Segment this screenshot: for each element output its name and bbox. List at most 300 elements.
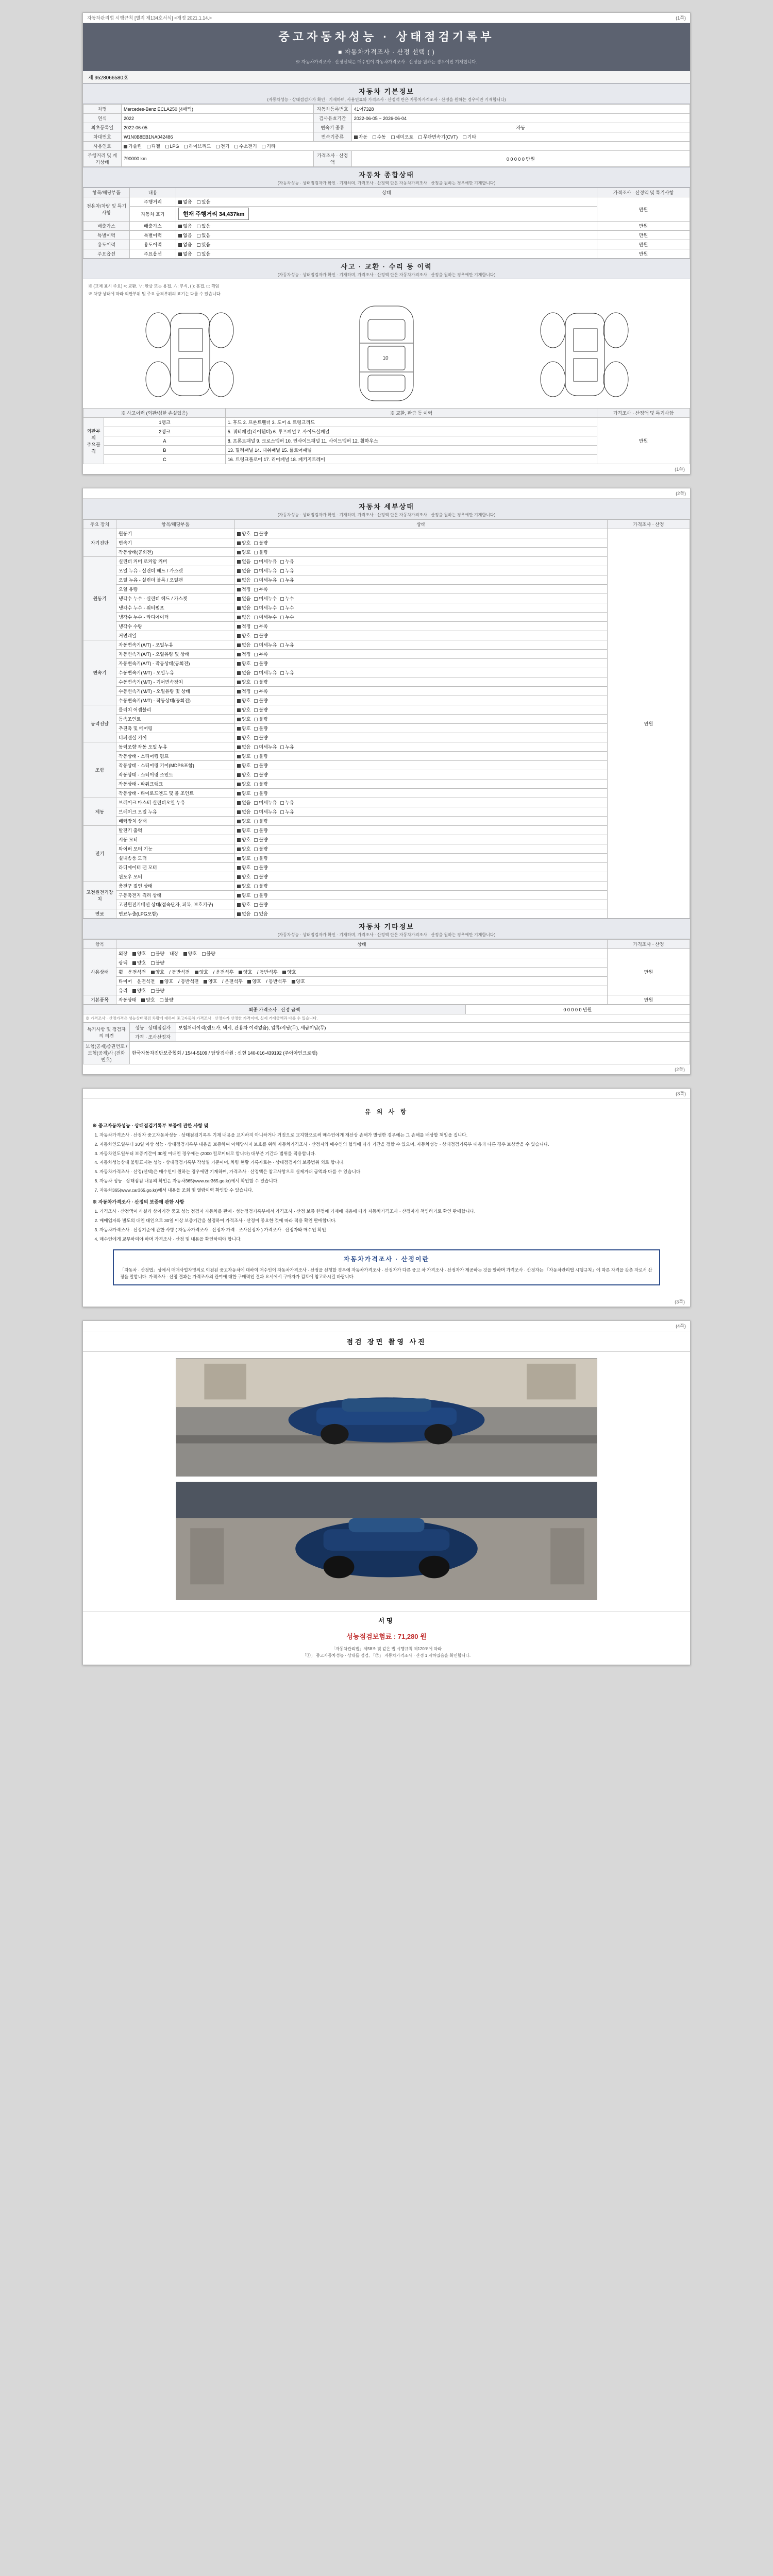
option-부족[interactable]: 부족 bbox=[254, 651, 267, 657]
table-row bbox=[83, 986, 690, 995]
detail-item-state bbox=[235, 548, 608, 557]
row-state bbox=[116, 995, 608, 1005]
option-없음[interactable]: 없음 bbox=[237, 577, 250, 583]
sheet-footer-2: (2쪽) bbox=[675, 1067, 685, 1072]
option-없음[interactable]: 없음 bbox=[237, 558, 250, 565]
detail-item-label: 디퍼렌셜 기어 bbox=[116, 733, 235, 742]
list-item: 5. 자동차가격조사 · 산정(선택)은 매수인이 원하는 경우에만 기재하며, 가격조사 · 산정액은 참고사항으로 실제거래 금액과 다를 수 있습니다. bbox=[99, 1168, 681, 1175]
detail-item-state bbox=[235, 687, 608, 696]
fuel-lpg[interactable]: LPG bbox=[165, 144, 179, 149]
option-미세누유[interactable]: 미세누유 bbox=[254, 567, 277, 574]
price-cell: 만원 bbox=[597, 197, 690, 222]
row-state bbox=[176, 222, 597, 231]
detail-item-label: 냉각수 누수 - 라디에이터 bbox=[116, 613, 235, 622]
option-양호[interactable]: 양호 bbox=[237, 873, 250, 880]
fuel-gasoline[interactable]: 가솔린 bbox=[124, 143, 142, 149]
detail-group-label: 전기 bbox=[83, 826, 116, 882]
option-양호[interactable]: 양호 bbox=[237, 660, 250, 667]
table-row bbox=[83, 1042, 690, 1064]
fuel-hydrogen[interactable]: 수소전기 bbox=[234, 143, 257, 149]
polish-label: 광택 bbox=[119, 960, 128, 965]
detail-item-state bbox=[235, 650, 608, 659]
table-row bbox=[83, 752, 690, 761]
opt-none[interactable]: 없음 bbox=[178, 241, 192, 248]
detail-group-label: 원동기 bbox=[83, 557, 116, 640]
polish-bad[interactable]: 불량 bbox=[151, 959, 164, 966]
table-row bbox=[83, 151, 690, 167]
option-양호[interactable]: 양호 bbox=[237, 790, 250, 796]
col-crash: ※ 사고이력 (외판/심한 손실있음) bbox=[83, 409, 226, 418]
transmission-type-label: 변속기종류 bbox=[313, 132, 351, 142]
row-state bbox=[176, 197, 597, 207]
col-price: 가격조사 · 산정 bbox=[608, 940, 690, 949]
option-양호[interactable]: 양호 bbox=[237, 716, 250, 722]
option-누수[interactable]: 누수 bbox=[280, 595, 294, 602]
detail-item-state bbox=[235, 613, 608, 622]
option-양호[interactable]: 양호 bbox=[237, 836, 250, 843]
rank-items: 13. 필러패널 14. 대쉬패널 15. 플로어패널 bbox=[225, 446, 597, 455]
notice-subtitle-1: ※ 중고자동차성능 · 상태점검기록부 보증에 관한 사항 및 bbox=[92, 1123, 209, 1128]
option-불량[interactable]: 불량 bbox=[254, 873, 267, 880]
section-subtitle: (자동차성능 · 상태점검자가 확인 · 기재하며, 가격조사 · 산정액 란은 자동차가격조사 · 산정을 원하는 경우에만 기재합니다) bbox=[277, 273, 496, 277]
table-row bbox=[83, 1032, 690, 1042]
table-row bbox=[83, 817, 690, 826]
option-누수[interactable]: 누수 bbox=[280, 604, 294, 611]
option-미세누유[interactable]: 미세누유 bbox=[254, 641, 277, 648]
detail-item-state bbox=[235, 557, 608, 566]
option-없음[interactable]: 없음 bbox=[237, 614, 250, 620]
opt-manual[interactable]: 수동 bbox=[373, 133, 386, 140]
section-title: 자동차 기타정보 bbox=[359, 923, 414, 930]
table-row bbox=[83, 977, 690, 986]
sheet-header-note-3 bbox=[83, 1089, 690, 1099]
option-적정[interactable]: 적정 bbox=[237, 623, 250, 630]
option-불량[interactable]: 불량 bbox=[254, 781, 267, 787]
option-양호[interactable]: 양호 bbox=[237, 883, 250, 889]
option-양호[interactable]: 양호 bbox=[237, 827, 250, 834]
option-양호[interactable]: 양호 bbox=[237, 725, 250, 732]
option-부족[interactable]: 부족 bbox=[254, 586, 267, 592]
option-불량[interactable]: 불량 bbox=[254, 901, 267, 908]
row-name: 주행거리 bbox=[130, 197, 176, 207]
ext-bad[interactable]: 불량 bbox=[151, 950, 164, 957]
appraiser-label: 가격 · 조사산정자 bbox=[130, 1032, 176, 1042]
basic-info-table bbox=[83, 104, 690, 167]
table-row bbox=[83, 575, 690, 585]
list-item: 1. 가격조사 · 산정액이 사실과 상이기간 중고 성능 점검자 자동차를 판매 · 성능점검기록부에서 가격조사 · 산정 보증 한정에 기재에 내용에 따라 자동차가격조사 · 산정자가 책임하기로 확인 판매합니다. bbox=[99, 1208, 681, 1215]
detail-item-label: 브레이크 오일 누유 bbox=[116, 807, 235, 817]
option-양호[interactable]: 양호 bbox=[237, 530, 250, 537]
option-없음[interactable]: 없음 bbox=[237, 669, 250, 676]
option-미세누유[interactable]: 미세누유 bbox=[254, 808, 277, 815]
option-양호[interactable]: 양호 bbox=[237, 818, 250, 824]
option-불량[interactable]: 불량 bbox=[254, 771, 267, 778]
ext-label: 외장 bbox=[119, 951, 128, 956]
list-item: 4. 자동차성능상태 불량표시는 성능 · 상태점검기록부 작성일 기준이며, 차량 현황 기록자료는 · 상태점검자의 보증범위 외로 합니다. bbox=[99, 1159, 681, 1166]
list-item: 6. 자동차 성능 · 상태점검 내용의 확인은 자동차365(www.car365.go.kr)에서 확인할 수 있습니다. bbox=[99, 1178, 681, 1184]
opt-none[interactable]: 없음 bbox=[178, 250, 192, 257]
detail-item-label: 라디에이터 팬 모터 bbox=[116, 863, 235, 872]
option-없음[interactable]: 없음 bbox=[237, 808, 250, 815]
opt-none[interactable]: 없음 bbox=[178, 232, 192, 239]
fuel-etc[interactable]: 기타 bbox=[262, 143, 275, 149]
base-sub-label: 작동상태 bbox=[119, 997, 137, 1003]
detail-item-state bbox=[235, 798, 608, 807]
table-row bbox=[83, 659, 690, 668]
detail-item-state bbox=[235, 807, 608, 817]
sheet-footer-3: (3쪽) bbox=[675, 1299, 685, 1305]
option-양호[interactable]: 양호 bbox=[237, 855, 250, 861]
row-name: 특별이력 bbox=[130, 231, 176, 240]
table-row bbox=[83, 724, 690, 733]
opt-yes[interactable]: 있음 bbox=[197, 223, 210, 229]
table-row bbox=[83, 585, 690, 594]
sheet-page-2 bbox=[82, 488, 691, 1075]
base-items-label: 기본품목 bbox=[83, 995, 116, 1005]
opt-etc[interactable]: 기타 bbox=[463, 133, 476, 140]
option-양호[interactable]: 양호 bbox=[237, 864, 250, 871]
option-있음[interactable]: 있음 bbox=[254, 910, 267, 917]
detail-item-label: 와이퍼 모터 기능 bbox=[116, 844, 235, 854]
wheel-pos-3: / 운전석후 bbox=[213, 970, 234, 975]
table-row bbox=[83, 650, 690, 659]
table-row bbox=[83, 249, 690, 259]
col-item: 항목/해당부품 bbox=[116, 520, 235, 529]
option-미세누수[interactable]: 미세누수 bbox=[254, 595, 277, 602]
wheel-good-4[interactable]: 양호 bbox=[282, 969, 296, 975]
fuel-electric[interactable]: 전기 bbox=[216, 143, 229, 149]
col-exchange: ※ 교환, 판금 등 이력 bbox=[225, 409, 597, 418]
tire-good-1[interactable]: 양호 bbox=[160, 978, 173, 985]
option-불량[interactable]: 불량 bbox=[254, 679, 267, 685]
option-적정[interactable]: 적정 bbox=[237, 586, 250, 592]
option-미세누유[interactable]: 미세누유 bbox=[254, 577, 277, 583]
wheel-good-1[interactable]: 양호 bbox=[151, 969, 164, 975]
option-없음[interactable]: 없음 bbox=[237, 743, 250, 750]
detail-item-label: 작동상태(공회전) bbox=[116, 548, 235, 557]
glass-good[interactable]: 양호 bbox=[132, 987, 146, 994]
opt-none[interactable]: 없음 bbox=[178, 223, 192, 229]
option-불량[interactable]: 불량 bbox=[254, 790, 267, 796]
option-미세누유[interactable]: 미세누유 bbox=[254, 799, 277, 806]
detail-item-label: 작동상태 - 파워크랭크 bbox=[116, 779, 235, 789]
row-state bbox=[116, 958, 608, 968]
price-cell: 만원 bbox=[597, 240, 690, 249]
option-양호[interactable]: 양호 bbox=[237, 845, 250, 852]
option-미세누유[interactable]: 미세누유 bbox=[254, 743, 277, 750]
option-누유[interactable]: 누유 bbox=[280, 743, 294, 750]
option-누유[interactable]: 누유 bbox=[280, 577, 294, 583]
option-미세누유[interactable]: 미세누유 bbox=[254, 558, 277, 565]
option-불량[interactable]: 불량 bbox=[254, 716, 267, 722]
rank-items: 1. 후드 2. 프론트휀더 3. 도어 4. 트렁크리드 bbox=[225, 418, 597, 427]
option-미세누수[interactable]: 미세누수 bbox=[254, 604, 277, 611]
option-적정[interactable]: 적정 bbox=[237, 688, 250, 694]
option-누유[interactable]: 누유 bbox=[280, 641, 294, 648]
option-불량[interactable]: 불량 bbox=[254, 530, 267, 537]
option-양호[interactable]: 양호 bbox=[237, 892, 250, 899]
photo-area bbox=[83, 1352, 690, 1612]
year-value: 2022 bbox=[122, 114, 314, 123]
row-group-label: 전용차/차량 및 특기사항 bbox=[83, 197, 130, 222]
option-양호[interactable]: 양호 bbox=[237, 734, 250, 741]
detail-item-state bbox=[235, 594, 608, 603]
page-num-2: (2쪽) bbox=[676, 491, 686, 496]
polish-good[interactable]: 양호 bbox=[132, 959, 146, 966]
option-없음[interactable]: 없음 bbox=[237, 641, 250, 648]
detail-item-state bbox=[235, 882, 608, 891]
table-header-row bbox=[83, 409, 690, 418]
table-row bbox=[83, 114, 690, 123]
option-양호[interactable]: 양호 bbox=[237, 549, 250, 555]
row-name: 용도이력 bbox=[130, 240, 176, 249]
option-없음[interactable]: 없음 bbox=[237, 799, 250, 806]
option-양호[interactable]: 양호 bbox=[237, 901, 250, 908]
detail-item-label: 시동 모터 bbox=[116, 835, 235, 844]
list-item: 4. 매수인에게 교부하여야 하며 가격조사 · 산정 및 내용을 확인하여야 합니다. bbox=[99, 1236, 681, 1243]
detail-item-state bbox=[235, 742, 608, 752]
guarantee-label: 보험(공제)증권번호 / 보험(공제)사 (전화번호) bbox=[83, 1042, 130, 1064]
table-row bbox=[83, 603, 690, 613]
detail-item-state bbox=[235, 538, 608, 548]
table-row bbox=[83, 789, 690, 798]
option-미세누수[interactable]: 미세누수 bbox=[254, 614, 277, 620]
detail-group-label: 동력전달 bbox=[83, 705, 116, 742]
fuel-hybrid[interactable]: 하이브리드 bbox=[184, 143, 211, 149]
detail-item-label: 발전기 출력 bbox=[116, 826, 235, 835]
definition-body: 「자동차 · 산정법」상에서 매매사업자명의로 이전된 중고자동차에 대하여 매수인이 자동차가격조사 · 산정을 신청할 경우에 자동차가격조사 · 산정자가 다른 중고 차 가격조사 · 산정자가 제공하는 것을 말하며 가격조사 · 산정자는 「자동차관리법 시행규칙」에 따른 자격을 갖춘 자로서 산정을 말합니다. 가격조사 · 산정 결과는 가격조사의 관여에 대한 구매력인 결과 요서에서 구매자가 검토에 참고하시길 바랍니다. bbox=[120, 1267, 652, 1280]
ext-good[interactable]: 양호 bbox=[132, 950, 146, 957]
option-불량[interactable]: 불량 bbox=[254, 725, 267, 732]
table-row bbox=[83, 891, 690, 900]
int-bad[interactable]: 불량 bbox=[202, 950, 215, 957]
detail-item-label: 수동변속기(M/T) - 오일누유 bbox=[116, 668, 235, 677]
tire-good-3[interactable]: 양호 bbox=[247, 978, 261, 985]
rank-items: 5. 쿼터패널(리어휀더) 6. 루프패널 7. 사이드실패널 bbox=[225, 427, 597, 436]
form-ref: 자동차관리법 시행규칙 [별지 제134호서식] <개정 2021.1.14.> bbox=[87, 15, 212, 21]
option-부족[interactable]: 부족 bbox=[254, 623, 267, 630]
opt-auto[interactable]: 자동 bbox=[354, 133, 367, 140]
opt-yes[interactable]: 있음 bbox=[197, 232, 210, 239]
wheel-good-3[interactable]: 양호 bbox=[239, 969, 252, 975]
glass-bad[interactable]: 불량 bbox=[151, 987, 164, 994]
option-누유[interactable]: 누유 bbox=[280, 567, 294, 574]
option-불량[interactable]: 불량 bbox=[254, 753, 267, 759]
opt-yes[interactable]: 있음 bbox=[197, 241, 210, 248]
option-양호[interactable]: 양호 bbox=[237, 679, 250, 685]
detail-item-state bbox=[235, 844, 608, 854]
option-양호[interactable]: 양호 bbox=[237, 781, 250, 787]
option-양호[interactable]: 양호 bbox=[237, 762, 250, 769]
tire-label: 타이어 bbox=[119, 979, 132, 984]
footer-line-2: 「①」 중고자동차성능 · 상태를 점검, 「②」 자동차가격조사 · 산정 1 자하였음을 확인합니다. bbox=[302, 1653, 471, 1658]
table-row bbox=[83, 557, 690, 566]
opt-semi[interactable]: 세미오토 bbox=[391, 133, 414, 140]
opt-cvt[interactable]: 무단변속기(CVT) bbox=[418, 133, 458, 140]
option-양호[interactable]: 양호 bbox=[237, 697, 250, 704]
option-불량[interactable]: 불량 bbox=[254, 827, 267, 834]
table-header-row bbox=[83, 188, 690, 197]
table-row bbox=[83, 798, 690, 807]
opt-none[interactable]: 없음 bbox=[178, 198, 192, 205]
detail-item-state bbox=[235, 761, 608, 770]
detail-item-state bbox=[235, 789, 608, 798]
detail-item-state bbox=[235, 724, 608, 733]
reg-number-value: 41어7328 bbox=[351, 105, 690, 114]
detail-item-state bbox=[235, 909, 608, 919]
vin-value: W1N0B8EB1NA042486 bbox=[122, 132, 314, 142]
section-subtitle: (자동차성능 · 상태점검자가 확인 · 기재하며, 사용연료와 가격조사 · 산정액 란은 자동차가격조사 · 산정을 원하는 경우에만 기재합니다) bbox=[267, 97, 506, 102]
price-cell: 만원 bbox=[608, 995, 690, 1005]
final-price-value: 0 0 0 0 0 만원 bbox=[465, 1005, 690, 1014]
detail-item-state bbox=[235, 779, 608, 789]
table-row bbox=[83, 705, 690, 715]
detail-item-state bbox=[235, 770, 608, 779]
inspection-photo-front bbox=[176, 1358, 597, 1477]
tire-good-4[interactable]: 양호 bbox=[292, 978, 305, 985]
mileage-value: 790000 km bbox=[122, 151, 314, 167]
detail-item-label: 등속조인트 bbox=[116, 715, 235, 724]
detail-item-label: 자동변속기(A/T) - 오일유량 및 상태 bbox=[116, 650, 235, 659]
document-code: 제 9528066580호 bbox=[83, 71, 690, 83]
table-row bbox=[83, 844, 690, 854]
option-불량[interactable]: 불량 bbox=[254, 855, 267, 861]
option-누수[interactable]: 누수 bbox=[280, 614, 294, 620]
option-적정[interactable]: 적정 bbox=[237, 651, 250, 657]
detail-item-label: 작동상태 - 스티어링 펌프 bbox=[116, 752, 235, 761]
detail-state-table bbox=[83, 519, 690, 919]
option-누유[interactable]: 누유 bbox=[280, 558, 294, 565]
option-누유[interactable]: 누유 bbox=[280, 799, 294, 806]
option-불량[interactable]: 불량 bbox=[254, 660, 267, 667]
option-불량[interactable]: 불량 bbox=[254, 706, 267, 713]
year-label: 연식 bbox=[83, 114, 122, 123]
table-row bbox=[83, 240, 690, 249]
option-양호[interactable]: 양호 bbox=[237, 539, 250, 546]
table-row bbox=[83, 882, 690, 891]
option-불량[interactable]: 불량 bbox=[254, 836, 267, 843]
final-price-note: ※ 가격조사 · 산정가격은 성능상태점검 차량에 대하여 중고자동차 가격조사 · 산정자가 산정한 가격이며, 실제 거래금액과 다를 수 있습니다. bbox=[83, 1014, 690, 1023]
section-subtitle: (자동차성능 · 상태점검자가 확인 · 기재하며, 가격조사 · 산정액 란은 자동차가격조사 · 산정을 원하는 경우에만 기재합니다) bbox=[277, 933, 496, 937]
option-불량[interactable]: 불량 bbox=[254, 883, 267, 889]
table-row bbox=[83, 949, 690, 958]
option-누유[interactable]: 누유 bbox=[280, 808, 294, 815]
fuel-diesel[interactable]: 디젤 bbox=[147, 143, 160, 149]
option-없음[interactable]: 없음 bbox=[237, 567, 250, 574]
list-item: 3. 자동차가격조사 · 산정기준에 관한 사항 ( 자동차가격조사 · 산정자 가격 · 조사산정자 ) 가격조사 · 산정자와 매수인 확인 bbox=[99, 1227, 681, 1233]
rank-label: C bbox=[104, 455, 226, 464]
option-누유[interactable]: 누유 bbox=[280, 669, 294, 676]
table-row bbox=[83, 995, 690, 1005]
col-price: 가격조사 · 산정 bbox=[608, 520, 690, 529]
accident-detail-table bbox=[83, 408, 690, 464]
option-없음[interactable]: 없음 bbox=[237, 604, 250, 611]
detail-item-state bbox=[235, 705, 608, 715]
detail-item-label: 수동변속기(M/T) - 오일유량 및 상태 bbox=[116, 687, 235, 696]
rank-items: 16. 트렁크플로어 17. 리어패널 18. 패키지트레이 bbox=[225, 455, 597, 464]
option-부족[interactable]: 부족 bbox=[254, 688, 267, 694]
option-불량[interactable]: 불량 bbox=[254, 845, 267, 852]
page-num-4: (4쪽) bbox=[676, 1324, 686, 1329]
row-name: 배출가스 bbox=[130, 222, 176, 231]
row-state bbox=[116, 977, 608, 986]
detail-item-label: 오일 유량 bbox=[116, 585, 235, 594]
detail-item-label: 고전원전기배선 상태(접속단자, 피복, 보호기구) bbox=[116, 900, 235, 909]
opt-yes[interactable]: 있음 bbox=[197, 250, 210, 257]
detail-item-label: 클러치 어셈블리 bbox=[116, 705, 235, 715]
outer-label: 외판부위 bbox=[87, 428, 100, 440]
option-양호[interactable]: 양호 bbox=[237, 706, 250, 713]
table-row bbox=[83, 770, 690, 779]
detail-item-label: 수동변속기(M/T) - 작동상태(공회전) bbox=[116, 696, 235, 705]
wheel-label: 휠 bbox=[119, 970, 123, 975]
col-group: 항목 bbox=[83, 940, 116, 949]
option-불량[interactable]: 불량 bbox=[254, 864, 267, 871]
detail-item-state bbox=[235, 640, 608, 650]
overall-state-table bbox=[83, 188, 690, 259]
notice-subtitle-2: ※ 자동차가격조사 · 산정의 보증에 관한 사항 bbox=[92, 1199, 184, 1205]
int-good[interactable]: 양호 bbox=[183, 950, 197, 957]
col-sub: 내용 bbox=[130, 188, 176, 197]
final-price-table bbox=[83, 1005, 690, 1023]
rank-label: A bbox=[104, 436, 226, 446]
signature-title: 서명 bbox=[83, 1612, 690, 1629]
option-불량[interactable]: 불량 bbox=[254, 734, 267, 741]
detail-item-state bbox=[235, 575, 608, 585]
fee-line: 성능점검보험료 : 71,280 원 bbox=[346, 1633, 427, 1641]
col-state: 상태 bbox=[235, 520, 608, 529]
footer-legal-note bbox=[83, 1646, 690, 1665]
opt-yes[interactable]: 있음 bbox=[197, 198, 210, 205]
transmission-label: 변속기 종류 bbox=[313, 123, 351, 132]
inspection-value: 2022-06-05 ~ 2026-06-04 bbox=[351, 114, 690, 123]
option-불량[interactable]: 불량 bbox=[254, 549, 267, 555]
option-불량[interactable]: 불량 bbox=[254, 892, 267, 899]
base-bad[interactable]: 불량 bbox=[160, 996, 173, 1003]
wheel-good-2[interactable]: 양호 bbox=[195, 969, 208, 975]
detail-item-state bbox=[235, 529, 608, 538]
vin-label: 차대번호 bbox=[83, 132, 122, 142]
sheet-header-note bbox=[83, 13, 690, 23]
detail-item-label: 자동변속기(A/T) - 작동상태(공회전) bbox=[116, 659, 235, 668]
detail-group-label: 변속기 bbox=[83, 640, 116, 705]
mileage-label: 주행거리 및 계기상태 bbox=[83, 151, 122, 167]
option-불량[interactable]: 불량 bbox=[254, 539, 267, 546]
option-불량[interactable]: 불량 bbox=[254, 762, 267, 769]
detail-item-label: 구동축전지 격리 상태 bbox=[116, 891, 235, 900]
option-없음[interactable]: 없음 bbox=[237, 910, 250, 917]
option-양호[interactable]: 양호 bbox=[237, 771, 250, 778]
option-미세누유[interactable]: 미세누유 bbox=[254, 669, 277, 676]
appraiser-remark bbox=[176, 1032, 690, 1042]
option-양호[interactable]: 양호 bbox=[237, 632, 250, 639]
option-양호[interactable]: 양호 bbox=[237, 753, 250, 759]
option-없음[interactable]: 없음 bbox=[237, 595, 250, 602]
sheet-header-note-2 bbox=[83, 488, 690, 499]
list-item: 2. 매매업자와 별도의 대인 대인으로 30일 이상 보증기간을 설정하여 가격조사 · 산정이 중요한 것에 따라 적용 확인 판매합니다. bbox=[99, 1217, 681, 1224]
row-state bbox=[176, 240, 597, 249]
row-group-label: 주요옵션 bbox=[83, 249, 130, 259]
sheet-page-4 bbox=[82, 1320, 691, 1665]
detail-item-label: 자동변속기(A/T) - 오일누유 bbox=[116, 640, 235, 650]
option-불량[interactable]: 불량 bbox=[254, 818, 267, 824]
option-불량[interactable]: 불량 bbox=[254, 632, 267, 639]
section-title: 사고 · 교환 · 수리 등 이력 bbox=[341, 263, 432, 270]
tire-good-2[interactable]: 양호 bbox=[204, 978, 217, 985]
svg-text:10: 10 bbox=[382, 355, 389, 361]
base-good[interactable]: 양호 bbox=[141, 996, 155, 1003]
option-불량[interactable]: 불량 bbox=[254, 697, 267, 704]
